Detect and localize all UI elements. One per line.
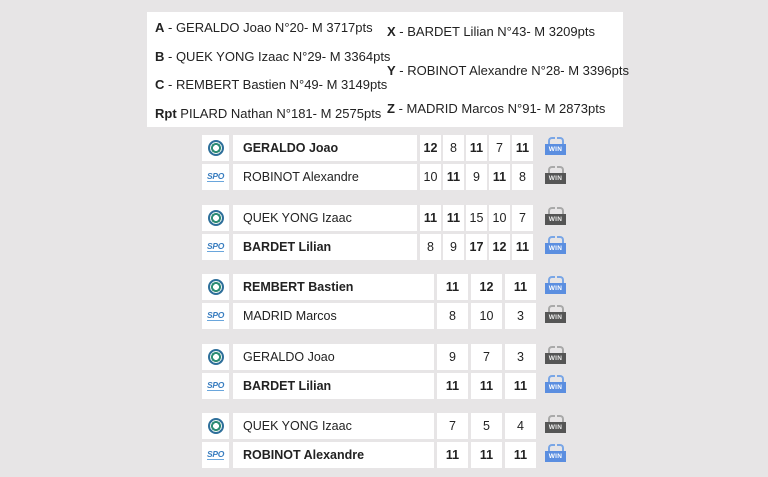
trophy-handles (548, 375, 564, 382)
roster-entry-a (155, 20, 373, 35)
club-logo-b (202, 164, 229, 190)
club-crest-icon (208, 279, 224, 295)
roster-code: A (155, 20, 165, 35)
set-score: 11 (489, 164, 510, 190)
player-row (202, 164, 574, 190)
set-score: 8 (437, 303, 468, 329)
player-name: REMBERT Bastien (233, 274, 434, 300)
match-block (202, 344, 574, 402)
set-score: 11 (466, 135, 487, 161)
roster-entry-rpt (155, 106, 381, 121)
match-block (202, 205, 574, 263)
trophy-handles (548, 276, 564, 283)
win-trophy-icon (545, 137, 566, 159)
player-name: QUEK YONG Izaac (233, 205, 417, 231)
roster-text: - REMBERT Bastien N°49- M 3149pts (164, 77, 388, 92)
set-score: 11 (471, 442, 502, 468)
set-score: 9 (437, 344, 468, 370)
set-score: 11 (505, 274, 536, 300)
win-label: WIN (545, 144, 566, 155)
set-score: 11 (505, 373, 536, 399)
set-score: 12 (420, 135, 441, 161)
set-score: 11 (437, 442, 468, 468)
player-row (202, 442, 574, 468)
player-row (202, 135, 574, 161)
set-score: 5 (471, 413, 502, 439)
club-logo-a (202, 344, 229, 370)
win-label: WIN (545, 243, 566, 254)
roster-code: B (155, 49, 165, 64)
player-name: QUEK YONG Izaac (233, 413, 434, 439)
win-label: WIN (545, 422, 566, 433)
set-score: 10 (489, 205, 510, 231)
win-label: WIN (545, 353, 566, 364)
set-score: 12 (489, 234, 510, 260)
win-label: WIN (545, 214, 566, 225)
set-score: 15 (466, 205, 487, 231)
set-score: 11 (471, 373, 502, 399)
set-score: 11 (443, 164, 464, 190)
win-label: WIN (545, 451, 566, 462)
trophy-handles (548, 415, 564, 422)
set-score: 3 (505, 303, 536, 329)
set-score: 11 (437, 274, 468, 300)
player-name: ROBINOT Alexandre (233, 164, 417, 190)
player-name: MADRID Marcos (233, 303, 434, 329)
set-score: 8 (420, 234, 441, 260)
player-row (202, 373, 574, 399)
trophy-handles (548, 207, 564, 214)
win-label: WIN (545, 173, 566, 184)
club-logo-a (202, 205, 229, 231)
trophy-handles (548, 305, 564, 312)
set-score: 11 (505, 442, 536, 468)
roster-entry-b (155, 49, 390, 64)
match-block (202, 274, 574, 332)
set-score: 7 (512, 205, 533, 231)
set-score: 8 (443, 135, 464, 161)
roster-entry-y (387, 63, 629, 78)
set-score: 11 (512, 234, 533, 260)
club-logo-a (202, 413, 229, 439)
trophy-handles (548, 166, 564, 173)
club-spo-logo: SPO (206, 380, 225, 390)
roster-text: - ROBINOT Alexandre N°28- M 3396pts (395, 63, 629, 78)
roster-text: - MADRID Marcos N°91- M 2873pts (394, 101, 606, 116)
player-row (202, 344, 574, 370)
roster-entry-z (387, 101, 605, 116)
player-name: BARDET Lilian (233, 234, 417, 260)
match-block (202, 135, 574, 193)
player-row (202, 303, 574, 329)
club-logo-a (202, 135, 229, 161)
set-score: 11 (443, 205, 464, 231)
set-score: 12 (471, 274, 502, 300)
set-score: 8 (512, 164, 533, 190)
player-row (202, 234, 574, 260)
player-row (202, 274, 574, 300)
roster-code: C (155, 77, 165, 92)
win-trophy-icon (545, 207, 566, 229)
win-label: WIN (545, 312, 566, 323)
player-row (202, 413, 574, 439)
win-trophy-icon (545, 305, 566, 327)
club-logo-b (202, 442, 229, 468)
club-spo-logo: SPO (206, 171, 225, 181)
win-trophy-icon (545, 276, 566, 298)
trophy-handles (548, 346, 564, 353)
roster-text: PILARD Nathan N°181- M 2575pts (176, 106, 382, 121)
set-score: 9 (443, 234, 464, 260)
roster-entry-c (155, 77, 387, 92)
win-label: WIN (545, 382, 566, 393)
set-score: 10 (420, 164, 441, 190)
set-score: 7 (437, 413, 468, 439)
trophy-handles (548, 137, 564, 144)
roster-code: Rpt (155, 106, 177, 121)
set-score: 11 (512, 135, 533, 161)
roster-text: - GERALDO Joao N°20- M 3717pts (164, 20, 373, 35)
set-score: 10 (471, 303, 502, 329)
team-roster-panel (147, 12, 629, 127)
set-score: 9 (466, 164, 487, 190)
win-trophy-icon (545, 415, 566, 437)
roster-text: - BARDET Lilian N°43- M 3209pts (395, 24, 595, 39)
roster-code: Z (387, 101, 395, 116)
player-name: BARDET Lilian (233, 373, 434, 399)
win-trophy-icon (545, 375, 566, 397)
win-label: WIN (545, 283, 566, 294)
club-logo-a (202, 274, 229, 300)
player-name: ROBINOT Alexandre (233, 442, 434, 468)
club-crest-icon (208, 349, 224, 365)
win-trophy-icon (545, 346, 566, 368)
set-score: 4 (505, 413, 536, 439)
club-spo-logo: SPO (206, 241, 225, 251)
set-score: 7 (471, 344, 502, 370)
player-name: GERALDO Joao (233, 344, 434, 370)
win-trophy-icon (545, 444, 566, 466)
club-logo-b (202, 234, 229, 260)
match-block (202, 413, 574, 471)
club-crest-icon (208, 140, 224, 156)
win-trophy-icon (545, 236, 566, 258)
club-crest-icon (208, 418, 224, 434)
trophy-handles (548, 444, 564, 451)
club-spo-logo: SPO (206, 449, 225, 459)
set-score: 3 (505, 344, 536, 370)
set-score: 17 (466, 234, 487, 260)
roster-entry-x (387, 24, 595, 39)
trophy-handles (548, 236, 564, 243)
player-name: GERALDO Joao (233, 135, 417, 161)
set-score: 11 (437, 373, 468, 399)
player-row (202, 205, 574, 231)
club-logo-b (202, 303, 229, 329)
roster-text: - QUEK YONG Izaac N°29- M 3364pts (164, 49, 391, 64)
roster-code: Y (387, 63, 396, 78)
club-crest-icon (208, 210, 224, 226)
win-trophy-icon (545, 166, 566, 188)
club-spo-logo: SPO (206, 310, 225, 320)
club-logo-b (202, 373, 229, 399)
set-score: 7 (489, 135, 510, 161)
roster-code: X (387, 24, 396, 39)
set-score: 11 (420, 205, 441, 231)
